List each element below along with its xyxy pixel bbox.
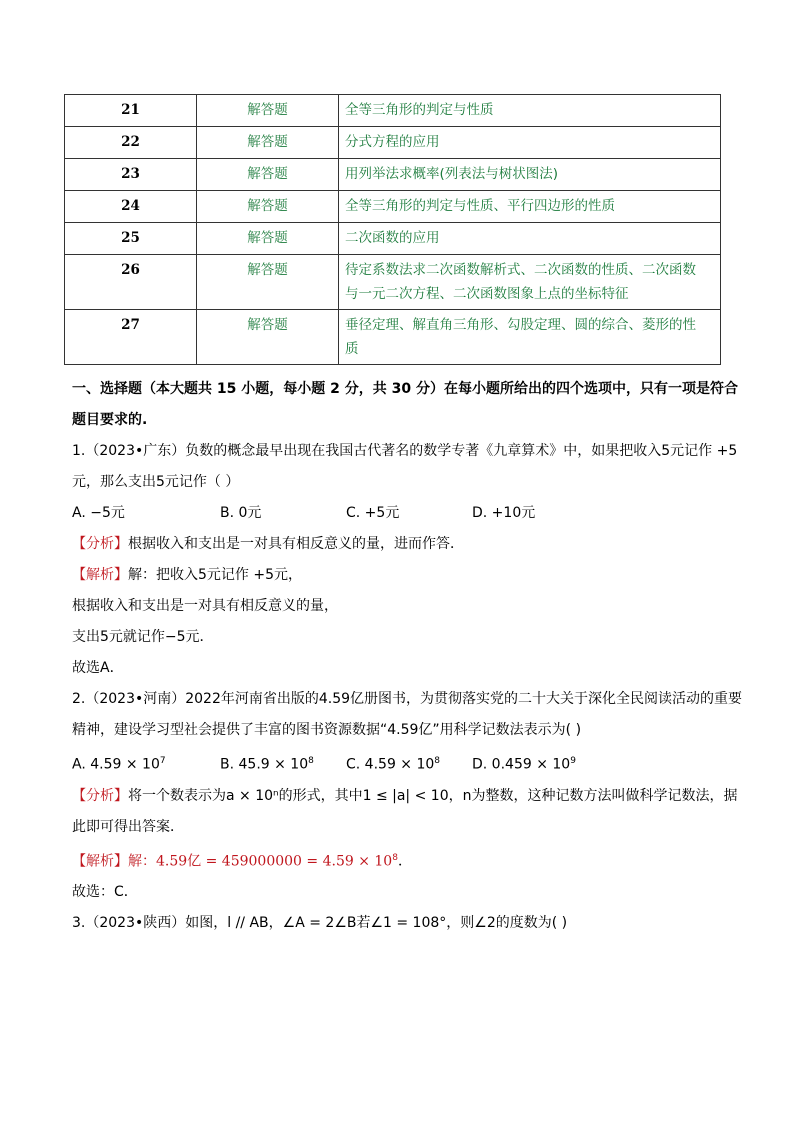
q1-stem-cont: 元，那么支出5元记作（ ） [72,474,240,490]
option-d: D. +10元 [472,505,536,521]
q1-answer: 故选A． [72,660,124,676]
section-title-cont: 题目要求的. [72,412,148,428]
question-number: 27 [65,310,197,365]
solution-text: 解：4.59亿 = 459000000 = 4.59 × 10 [128,853,393,870]
solution-text: 解：把收入5元记作 +5元， [128,567,302,583]
solution-end: ． [397,853,412,870]
q2-stem-cont: 精神，建设学习型社会提供了丰富的图书资源数据“4.59亿”用科学记数法表示为( ) [72,722,582,738]
question-type: 解答题 [197,191,339,223]
question-type: 解答题 [197,127,339,159]
exponent: 9 [570,756,576,766]
q2-answer: 故选：C． [72,884,138,901]
option-b: B. 0元 [220,505,262,521]
q2-analysis-cont: 此即可得出答案． [72,818,184,835]
knowledge-point [339,255,721,310]
table-row [65,223,721,255]
table-row [65,95,721,127]
q1-step: 支出5元就记作−5元． [72,629,214,645]
table-row [65,310,721,365]
table-row [65,127,721,159]
knowledge-point [339,310,721,365]
option-a: A. −5元 [72,505,125,521]
question-number: 22 [65,127,197,159]
knowledge-point: 分式方程的应用 [339,127,721,159]
q2-options [72,746,722,781]
option-c: C. +5元 [346,505,400,521]
option-a-text: A. 4.59 × 10 [72,756,160,773]
q1-step: 根据收入和支出是一对具有相反意义的量， [72,598,338,614]
question-content [72,374,743,939]
q1-solution [72,560,722,591]
option-b-text: B. 45.9 × 10 [220,756,309,773]
table-row [65,159,721,191]
section-title: 一、选择题（本大题共 15 小题，每小题 2 分，共 30 分）在每小题所给出的四个选项中，只有一项是符合 [72,381,738,397]
question-type: 解答题 [197,223,339,255]
option-c-text: C. 4.59 × 10 [346,756,435,773]
analysis-text: 将一个数表示为a × 10ⁿ的形式，其中1 ≤ |a| < 10，n为整数，这种记数方法叫做科学记数法，据 [128,787,738,804]
option-d [472,746,598,781]
solution-tag: 【解析】 [72,567,128,583]
exponent: 8 [392,852,398,863]
exponent: 8 [308,756,314,766]
question-number: 23 [65,159,197,191]
knowledge-point: 二次函数的应用 [339,223,721,255]
exponent: 8 [434,756,441,766]
solution-tag: 【解析】 [72,853,128,870]
q1-analysis [72,529,722,560]
table-row [65,191,721,223]
q1-options [72,498,722,529]
q2-analysis [72,781,738,812]
knowledge-point-line: 质 [345,341,359,357]
exponent: 7 [159,756,166,766]
option-a [72,746,220,781]
question-type: 解答题 [197,159,339,191]
knowledge-point: 全等三角形的判定与性质 [339,95,721,127]
question-type: 解答题 [197,310,339,365]
knowledge-point-line: 与一元二次方程、二次函数图象上点的坐标特征 [345,286,629,302]
q1-stem: 1.（2023•广东）负数的概念最早出现在我国古代著名的数学专著《九章算术》中，如果把收入5元记作 +5 [72,443,738,459]
option-d-text: D. 0.459 × 10 [472,756,571,773]
knowledge-point: 用列举法求概率(列表法与树状图法) [339,159,721,191]
q2-solution [72,843,722,878]
option-c [346,746,472,781]
question-number: 21 [65,95,197,127]
table-row [65,255,721,310]
analysis-tag: 【分析】 [72,787,128,804]
question-number: 26 [65,255,197,310]
knowledge-point-line: 垂径定理、解直角三角形、勾股定理、圆的综合、菱形的性 [345,317,696,333]
knowledge-point: 全等三角形的判定与性质、平行四边形的性质 [339,191,721,223]
option-b [220,746,346,781]
question-number: 25 [65,223,197,255]
q2-stem: 2.（2023•河南）2022年河南省出版的4.59亿册图书，为贯彻落实党的二十大关于深化全民阅读活动的重要 [72,691,743,707]
q3-stem: 3.（2023•陕西）如图，l // AB，∠A = 2∠B若∠1 = 108°，则∠2的度数为( ) [72,915,568,932]
topic-table [64,94,721,365]
question-type: 解答题 [197,255,339,310]
knowledge-point-line: 待定系数法求二次函数解析式、二次函数的性质、二次函数 [345,262,696,278]
analysis-text: 根据收入和支出是一对具有相反意义的量，进而作答． [128,536,464,552]
question-type: 解答题 [197,95,339,127]
analysis-tag: 【分析】 [72,536,128,552]
question-number: 24 [65,191,197,223]
